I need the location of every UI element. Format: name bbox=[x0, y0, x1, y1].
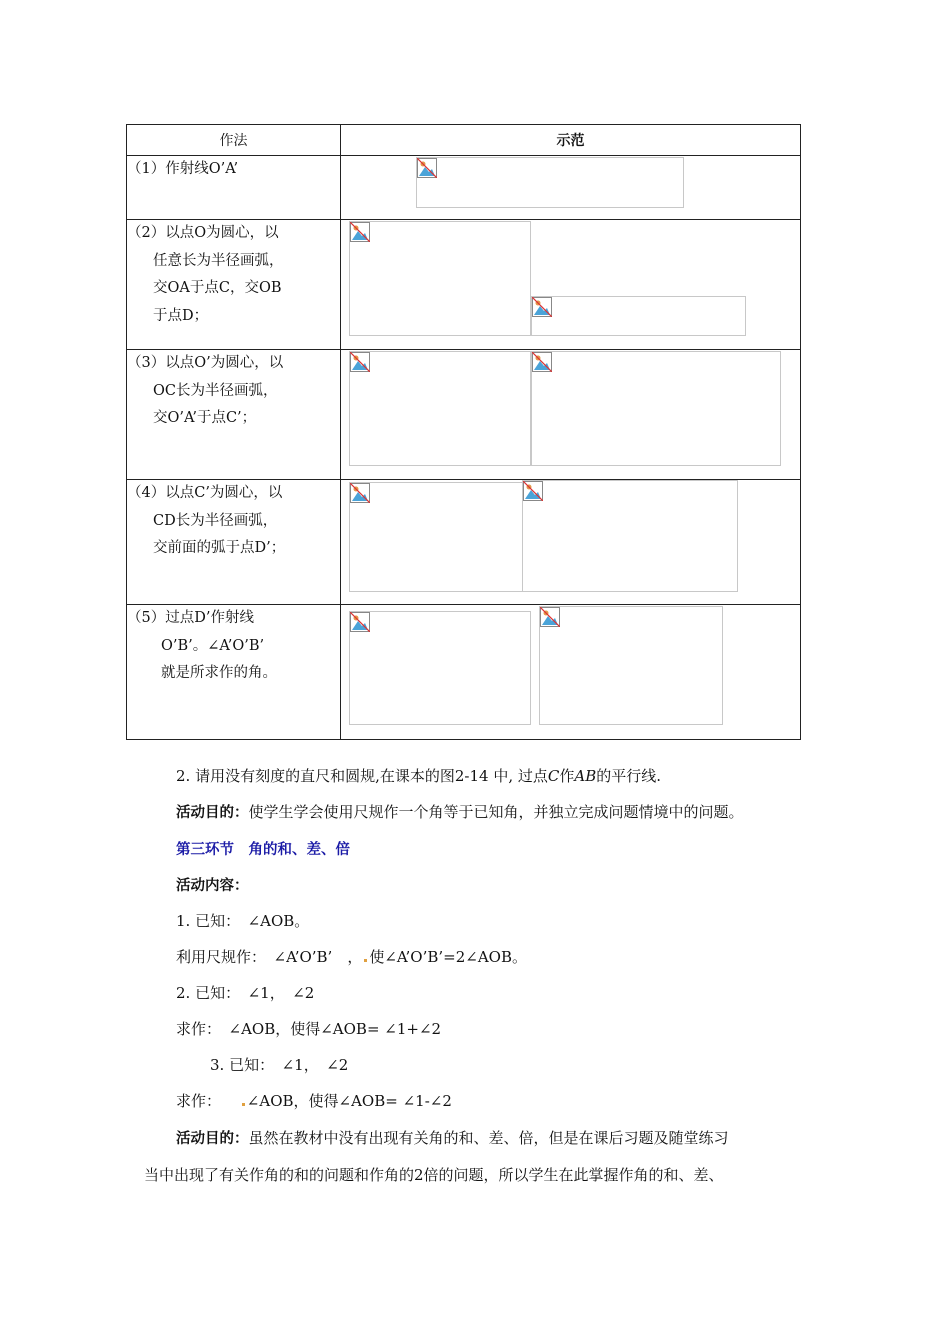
item-1-construct-a: 利用尺规作： ∠A’O’B’ ， bbox=[176, 948, 363, 966]
item-1-construct bbox=[176, 946, 527, 967]
diagram-image bbox=[416, 157, 684, 208]
purpose-1 bbox=[176, 801, 744, 822]
purpose-2-line-2: 当中出现了有关作角的和的问题和作角的2倍的问题，所以学生在此掌握作角的和、差、 bbox=[144, 1166, 724, 1184]
purpose-text: 使学生学会使用尺规作一个角等于已知角，并独立完成问题情境中的问题。 bbox=[248, 803, 744, 821]
item-3-construct-b: ∠AOB，使得∠AOB= ∠1-∠2 bbox=[246, 1092, 452, 1110]
step-line: 交前面的弧于点D’； bbox=[153, 540, 286, 556]
table-row bbox=[127, 605, 801, 740]
purpose-2-b: 在教材中没有出现有关角的和、差、倍，但是在课后习题及随堂练习 bbox=[278, 1129, 729, 1147]
table-row bbox=[127, 156, 801, 220]
step-3-demo bbox=[341, 350, 801, 480]
task-2 bbox=[176, 765, 661, 786]
diagram-image bbox=[539, 606, 723, 725]
table-row bbox=[127, 220, 801, 350]
step-2-demo bbox=[341, 220, 801, 350]
step-line: OC长为半径画弧， bbox=[153, 382, 278, 399]
point-c: C bbox=[547, 767, 560, 785]
step-line: 任意长为半径画弧， bbox=[153, 252, 284, 269]
step-line: （1）作射线O’A’ bbox=[127, 161, 239, 177]
purpose-label: 活动目的： bbox=[176, 805, 249, 821]
step-4-text bbox=[127, 480, 341, 605]
item-1-construct-b: 使∠A’O’B’=2∠AOB。 bbox=[369, 948, 527, 966]
diagram-image bbox=[349, 351, 531, 466]
step-line: 交O’A’于点C’； bbox=[153, 410, 257, 426]
purpose-2-a: 虽然 bbox=[248, 1129, 279, 1147]
broken-image-icon bbox=[523, 481, 543, 501]
broken-image-icon bbox=[350, 612, 370, 632]
step-line: 交OA于点C，交OB bbox=[153, 280, 282, 296]
step-line: （4）以点C’为圆心，以 bbox=[127, 485, 283, 501]
step-line: 就是所求作的角。 bbox=[161, 665, 277, 681]
diagram-image bbox=[349, 221, 531, 336]
step-2-text bbox=[127, 220, 341, 350]
item-3-given: 3. 已知： ∠1， ∠2 bbox=[210, 1056, 349, 1074]
table-row bbox=[127, 350, 801, 480]
broken-image-icon bbox=[532, 352, 552, 372]
header-demo: 示范 bbox=[341, 125, 801, 156]
header-method: 作法 bbox=[127, 125, 341, 156]
item-3-construct-a: 求作： bbox=[176, 1092, 222, 1110]
diagram-image bbox=[349, 482, 523, 592]
step-5-text bbox=[127, 605, 341, 740]
step-1-demo bbox=[341, 156, 801, 220]
diagram-image bbox=[531, 351, 781, 466]
item-3-construct bbox=[176, 1090, 452, 1111]
line-ab: AB bbox=[574, 767, 597, 785]
purpose-2-label: 活动目的： bbox=[176, 1131, 249, 1147]
step-line: CD长为半径画弧， bbox=[153, 512, 278, 529]
stray-mark bbox=[242, 1103, 245, 1106]
task-2-suffix: 的平行线. bbox=[596, 767, 661, 785]
step-line: O’B’。∠A’O’B’ bbox=[161, 637, 265, 654]
purpose-2-line-1 bbox=[176, 1127, 729, 1148]
step-3-text bbox=[127, 350, 341, 480]
broken-image-icon bbox=[350, 483, 370, 503]
task-2-prefix: 2. 请用没有刻度的直尺和圆规,在课本的图2-14 中, 过点 bbox=[176, 767, 548, 785]
item-2-given: 2. 已知： ∠1， ∠2 bbox=[176, 984, 315, 1002]
step-1-text bbox=[127, 156, 341, 220]
broken-image-icon bbox=[350, 222, 370, 242]
content-label: 活动内容： bbox=[176, 878, 249, 894]
step-line: （3）以点O’为圆心，以 bbox=[127, 355, 284, 371]
table-header-row bbox=[127, 125, 801, 156]
step-line: 于点D； bbox=[153, 307, 209, 324]
diagram-image bbox=[349, 611, 531, 725]
stray-mark bbox=[364, 959, 367, 962]
broken-image-icon bbox=[417, 158, 437, 178]
broken-image-icon bbox=[532, 297, 552, 317]
table-row bbox=[127, 480, 801, 605]
broken-image-icon bbox=[350, 352, 370, 372]
step-line: （5）过点D’作射线 bbox=[127, 610, 254, 626]
construction-steps-table bbox=[126, 124, 801, 740]
task-2-mid: 作 bbox=[559, 767, 575, 785]
item-2-construct: 求作： ∠AOB，使得∠AOB= ∠1+∠2 bbox=[176, 1020, 442, 1038]
item-1-given: 1. 已知： ∠AOB。 bbox=[176, 912, 310, 930]
broken-image-icon bbox=[540, 607, 560, 627]
step-line: （2）以点O为圆心，以 bbox=[127, 225, 279, 241]
section-title: 第三环节 角的和、差、倍 bbox=[176, 842, 350, 858]
step-4-demo bbox=[341, 480, 801, 605]
diagram-image bbox=[522, 480, 738, 592]
diagram-image bbox=[531, 296, 746, 336]
step-5-demo bbox=[341, 605, 801, 740]
